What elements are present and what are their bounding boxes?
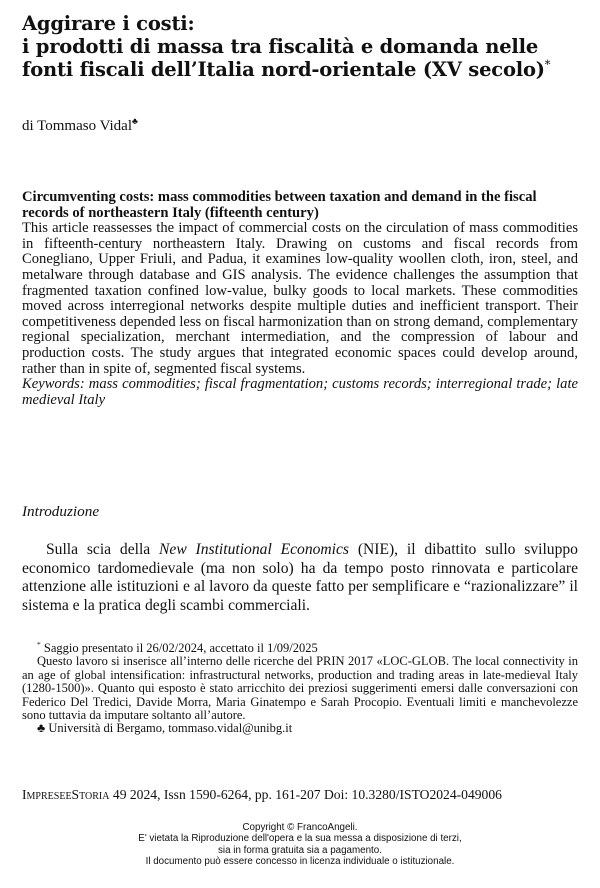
journal-citation — [22, 787, 582, 803]
footnote-affiliation — [22, 722, 578, 735]
journal-details: 49 2024, Issn 1590-6264, pp. 161-207 Doi: 10.3280/ISTO2024-049006 — [112, 787, 502, 802]
intro-text-start: Sulla scia della — [46, 541, 160, 558]
copyright-line-1: Copyright © FrancoAngeli. — [242, 822, 358, 833]
footnote-mark-star: * — [37, 639, 41, 649]
title-line-1: Aggirare i costi: — [22, 12, 195, 35]
intro-italic-term: New Institutional Economics — [159, 541, 350, 558]
journal-name-part-3: Storia — [71, 787, 110, 802]
english-abstract — [22, 190, 578, 408]
footnotes — [22, 639, 578, 736]
author-byline — [22, 118, 138, 135]
abstract-keywords: Keywords: mass commodities; fiscal fragmentation; customs records; interregional trade; late medieval Italy — [22, 376, 578, 408]
copyright-line-2: E' vietata la Riproduzione dell'opera e la sua messa a disposizione di terzi, — [138, 833, 462, 845]
intro-paragraph — [22, 541, 578, 615]
copyright-line-3: sia in forma gratuita sia a pagamento. — [218, 844, 382, 856]
abstract-title: Circumventing costs: mass commodities between taxation and demand in the fiscal records of northeastern Italy (fifteenth century) — [22, 189, 537, 221]
title-line-2: i prodotti di massa tra fiscalità e domanda nelle — [22, 35, 539, 58]
footnote-submission — [22, 639, 578, 655]
journal-name-part-2: e — [65, 787, 72, 802]
author-affiliation-mark[interactable]: ♣ — [132, 116, 138, 126]
footnote-mark-club: ♣ — [37, 721, 46, 736]
copyright-line-4: Il documento può essere concesso in licenza individuale o istituzionale. — [145, 855, 455, 867]
title-footnote-mark[interactable]: * — [544, 57, 551, 72]
copyright-notice — [0, 822, 600, 867]
intro-text-rest: (NIE), il dibattito sullo sviluppo economico tardomedievale (ma non solo) ha da tempo posto rinnovata e particolare attenzione alle istituzioni e al lavoro da queste fatto per semplificare e “razionalizzare” il sistema e la pratica degli scambi commerciali. — [22, 541, 578, 614]
abstract-body: This article reassesses the impact of commercial costs on the circulation of mass commodities in fifteenth-century northeastern Italy. Drawing on customs and fiscal records from Conegliano, Upper Friuli, and Padua, it examines low-quality woollen cloth, iron, steel, and metalware through database and GIS analysis. The evidence challenges the assumption that fragmented taxation confined low-value, bulky goods to local markets. These commodities moved across interregional networks despite multiple duties and inefficient transport. Their competitiveness depended less on fiscal harmonization than on strong demand, complementary regional specialization, merchant intermediation, and the compression of labour and production costs. The study argues that integrated economic spaces could develop around, rather than in spite of, segmented fiscal systems. — [22, 220, 578, 377]
title-line-3-text: fonti fiscali dell’Italia nord-orientale (XV secolo) — [22, 58, 545, 81]
section-heading-introduzione: Introduzione — [22, 503, 100, 520]
title-line-3 — [22, 58, 587, 81]
footnote-affiliation-text: Università di Bergamo, tommaso.vidal@unibg.it — [48, 721, 293, 736]
footnote-submission-text: Saggio presentato il 26/02/2024, accettato il 1/09/2025 — [43, 641, 318, 655]
author-name: di Tommaso Vidal — [22, 118, 132, 134]
journal-name-part-1: Imprese — [22, 787, 66, 802]
article-title — [22, 12, 587, 81]
footnote-acknowledgements: Questo lavoro si inserisce all’interno delle ricerche del PRIN 2017 «LOC-GLOB. The local connectivity in an age of global intensification: infrastructural networks, production and trading areas in late-medieval Italy (1280-1500)». Quanto qui esposto è stato arricchito dei preziosi suggerimenti emersi dalle conversazioni con Federico Del Tredici, Davide Morra, Maria Ginatempo e Sarah Procopio. Eventuali limiti e manchevolezze sono tuttavia da imputare soltanto all’autore. — [22, 654, 578, 723]
